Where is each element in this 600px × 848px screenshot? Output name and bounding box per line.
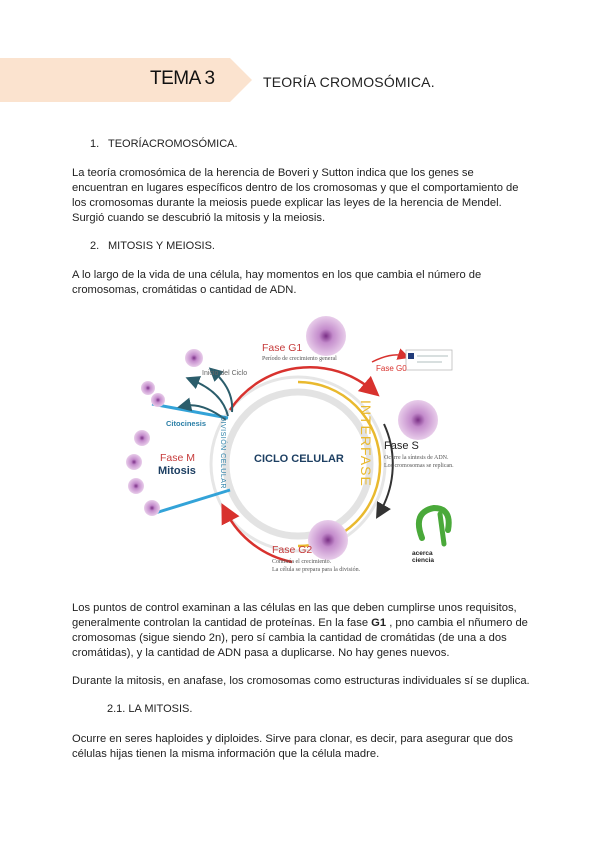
paragraph-2	[72, 268, 481, 298]
paragraph-line: Surgió cuando se descubrió la mitosis y la meiosis.	[72, 212, 326, 224]
document-title: TEORÍA CROMOSÓMICA.	[263, 74, 435, 90]
g2-description-1: Continúa el crecimiento.	[272, 559, 332, 565]
paragraph-line	[72, 616, 528, 631]
text-run: , pno cambia el nñumero de	[386, 617, 528, 629]
section-title: TEORÍACROMOSÓMICA.	[108, 138, 238, 150]
cell-daughter	[141, 381, 155, 395]
paragraph-line: células hijas tienen la misma información que la célula madre.	[72, 748, 380, 760]
section-heading-1	[90, 138, 238, 150]
logo-line-1: acerca	[412, 550, 433, 557]
section-title: LA MITOSIS.	[128, 703, 193, 715]
g1-title: Fase G1	[262, 342, 303, 354]
paragraph-line: A lo largo de la vida de una célula, hay momentos en los que cambia el número de	[72, 269, 482, 281]
cell-daughter	[151, 393, 165, 407]
cell-g1	[306, 316, 346, 356]
paragraph-line: Los puntos de control examinan a las células en las que deben cumplirse unos requisitos,	[72, 602, 517, 614]
division-celular-label: DIVISIÓN CELULAR	[219, 416, 226, 489]
paragraph-line: cromosomas, cromátidas o cantidad de ADN.	[72, 284, 297, 296]
cell-g2	[308, 520, 348, 560]
cell-s	[398, 400, 438, 440]
section-heading-2	[90, 240, 215, 252]
mitosis-cell	[126, 454, 142, 470]
m-title: Fase M	[160, 452, 196, 464]
paragraph-line: cromosomas (sigue siendo 2n), pero sí cambia la cantidad de cromátidas (de una a dos	[72, 632, 507, 644]
text-run: generalmente controlan la cantidad de proteínas. En la fase	[72, 617, 372, 629]
s-description-1: Ocurre la síntesis de ADN.	[384, 455, 449, 461]
paragraph-line: La teoría cromosómica de la herencia de Boveri y Sutton indica que los genes se	[72, 167, 474, 179]
paragraph-line: los cromosomas durante la meiosis puede explicar las leyes de la herencia de Mendel.	[72, 197, 502, 209]
acerca-ciencia-logo-stroke	[440, 514, 444, 544]
m-subtitle: Mitosis	[158, 465, 196, 477]
section-title: MITOSIS Y MEIOSIS.	[108, 240, 215, 252]
mitosis-cell	[144, 500, 160, 516]
paragraph-3	[72, 601, 528, 661]
inicio-label: Inicio del Ciclo	[202, 370, 248, 377]
mitosis-cell	[128, 478, 144, 494]
cycle-center-label: CICLO CELULAR	[254, 453, 344, 465]
cell-daughter	[185, 349, 203, 367]
section-number: 1.	[90, 138, 100, 150]
s-description-2: Los cromosomas se replican.	[384, 463, 454, 469]
paragraph-line: encuentran en lugares específicos dentro de los cromosomas y que el comportamiento de	[72, 182, 519, 194]
bold-text-run: G1	[371, 617, 387, 629]
paragraph-line: cromátidas), y la cantidad de ADN pasa a duplicarse. No hay genes nuevos.	[72, 647, 450, 659]
g1-description: Período de crecimiento general	[262, 356, 337, 362]
cell-cycle-diagram	[122, 312, 478, 584]
paragraph-line: Ocurre en seres haploides y diploides. Sirve para clonar, es decir, para asegurar que dos	[72, 733, 513, 745]
tema-label: TEMA 3	[150, 68, 215, 89]
g0-arrow	[372, 355, 404, 362]
g2-description-2: La célula se prepara para la división.	[272, 567, 361, 573]
s-title: Fase S	[384, 440, 419, 452]
header-arrow	[230, 58, 252, 102]
logo-line-2: ciencia	[412, 557, 435, 564]
section-number: 2.1.	[107, 703, 126, 715]
citocinesis-label: Citocinesis	[166, 419, 207, 428]
mitosis-cell	[134, 430, 150, 446]
section-heading-2-1	[107, 703, 192, 715]
paragraph-4: Durante la mitosis, en anafase, los cromosomas como estructuras individuales sí se duplica.	[72, 675, 530, 687]
paragraph-5	[72, 732, 513, 762]
interfase-label: INTERFASE	[358, 400, 374, 487]
section-number: 2.	[90, 240, 100, 252]
g0-image-mark	[408, 353, 414, 359]
paragraph-1	[72, 166, 519, 226]
g0-title: Fase G0	[376, 364, 407, 373]
logo-text	[412, 550, 434, 564]
g2-title: Fase G2	[272, 544, 313, 556]
